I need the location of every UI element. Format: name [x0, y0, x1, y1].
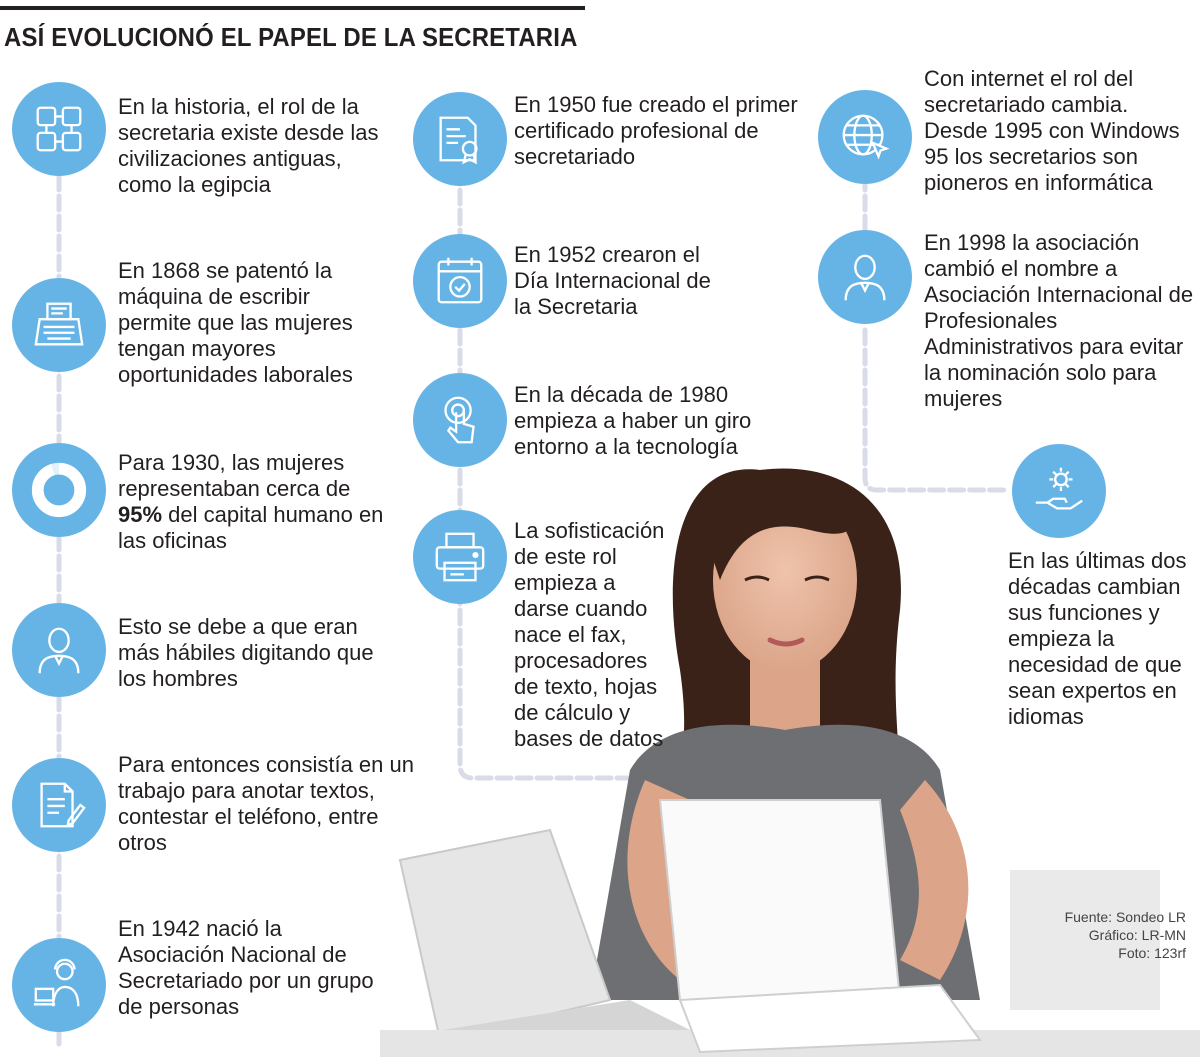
touch-finger-icon	[413, 373, 507, 467]
teamwork-hands-icon	[12, 82, 106, 176]
item-text-10: La sofisticación de este rol empieza a darse cuando nace el fax, procesadores de texto, hojas de cálculo y bases de datos	[514, 518, 665, 751]
item-text-12: En 1998 la asociación cambió el nombre a Asociación Internacional de Profesionales Administrativos para evitar la nominación solo para mujeres	[924, 230, 1194, 411]
globe-cursor-icon	[818, 90, 912, 184]
item-text-5: Para entonces consistía en un trabajo para anotar textos, contestar el teléfono, entre otros	[118, 752, 414, 855]
item-text-7: En 1950 fue creado el primer certificado profesional de secretariado	[514, 92, 798, 169]
hand-gear-icon	[1012, 444, 1106, 538]
item-text-3-before: Para 1930, las mujeres representaban cerca de	[118, 450, 351, 501]
certificate-icon	[413, 92, 507, 186]
credit-source: Fuente: Sondeo LR	[1064, 909, 1186, 925]
document-pen-icon	[12, 758, 106, 852]
item-text-13: En las últimas dos décadas cambian sus funciones y empieza la necesidad de que sean expertos en idiomas	[1008, 548, 1187, 729]
item-text-1: En la historia, el rol de la secretaria existe desde las civilizaciones antiguas, como la egipcia	[118, 94, 379, 197]
credit-graphic: Gráfico: LR-MN	[1088, 927, 1186, 943]
person-icon	[818, 230, 912, 324]
item-text-3	[118, 450, 388, 554]
item-text-4: Esto se debe a que eran más hábiles digitando que los hombres	[118, 614, 374, 691]
item-text-9: En la década de 1980 empieza a haber un giro entorno a la tecnología	[514, 382, 752, 459]
typewriter-icon	[12, 278, 106, 372]
item-text-8: En 1952 crearon el Día Internacional de la Secretaria	[514, 242, 711, 319]
calendar-check-icon	[413, 234, 507, 328]
person-icon	[12, 603, 106, 697]
credit-photo: Foto: 123rf	[1118, 945, 1186, 961]
item-text-11: Con internet el rol del secretariado cambia. Desde 1995 con Windows 95 los secretarios son pioneros en informática	[924, 66, 1180, 195]
donut-chart-icon	[12, 443, 106, 537]
item-text-3-after: del capital humano en las oficinas	[118, 502, 384, 553]
fax-printer-icon	[413, 510, 507, 604]
donut-fill	[38, 469, 81, 512]
item-text-6: En 1942 nació la Asociación Nacional de Secretariado por un grupo de personas	[118, 916, 374, 1019]
credits	[1020, 908, 1186, 962]
page-title: ASÍ EVOLUCIONÓ EL PAPEL DE LA SECRETARIA	[4, 22, 578, 52]
item-text-2: En 1868 se patentó la máquina de escribir permite que las mujeres tengan mayores oportunidades laborales	[118, 258, 353, 387]
highlight-percent: 95%	[118, 502, 163, 527]
secretary-laptop-icon	[12, 938, 106, 1032]
